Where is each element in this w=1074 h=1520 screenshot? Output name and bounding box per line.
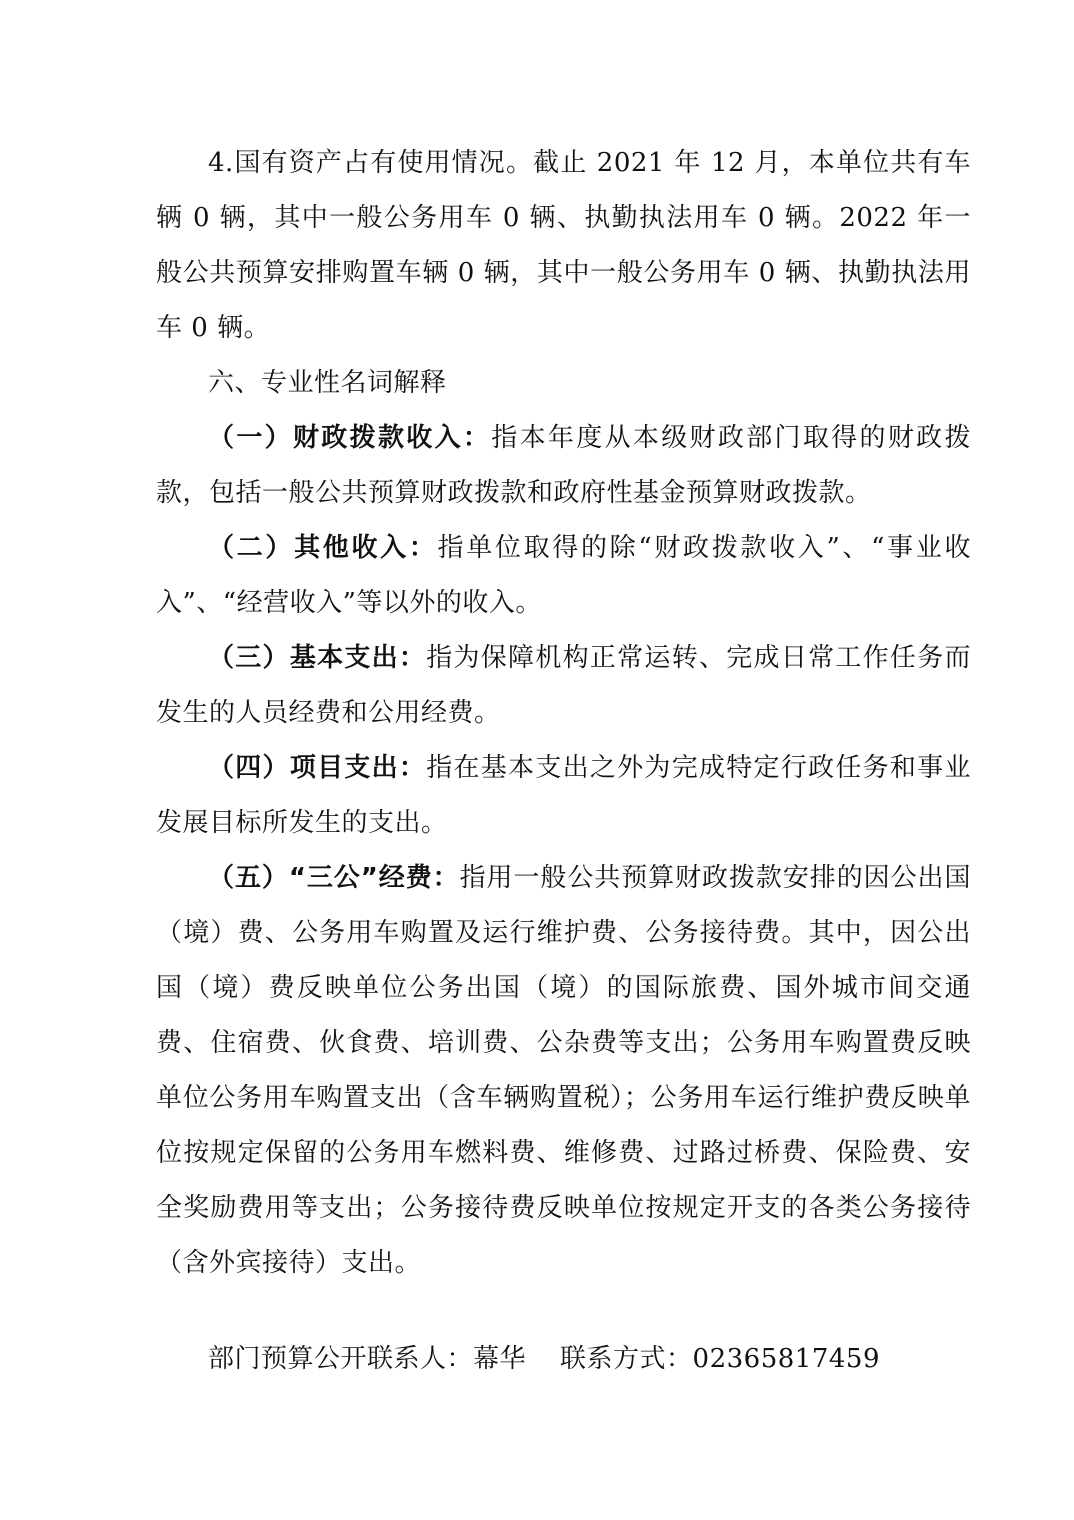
contact-person-label: 部门预算公开联系人：: [208, 1344, 474, 1374]
term-label: （四）项目支出：: [208, 753, 427, 783]
contact-phone: 02365817459: [692, 1344, 881, 1374]
term-definition: 指在基本支出之外为完成特定行政任务和事业发展目标所发生的支出。: [156, 753, 971, 838]
contact-method-label: 联系方式：: [560, 1344, 693, 1374]
term-definition: 指本年度从本级财政部门取得的财政拨款，包括一般公共预算财政拨款和政府性基金预算财政拨款。: [156, 423, 971, 508]
term-definition: 指用一般公共预算财政拨款安排的因公出国（境）费、公务用车购置及运行维护费、公务接待费。其中，因公出国（境）费反映单位公务出国（境）的国际旅费、国外城市间交通费、住宿费、伙食费、培训费、公杂费等支出；公务用车购置费反映单位公务用车购置支出（含车辆购置税）；公务用车运行维护费反映单位按规定保留的公务用车燃料费、维修费、过路过桥费、保险费、安全奖励费用等支出；公务接待费反映单位按规定开支的各类公务接待（含外宾接待）支出。: [156, 863, 971, 1278]
term-paragraph-2: [156, 521, 971, 631]
term-paragraph-3: [156, 631, 971, 741]
term-label: （二）其他收入：: [208, 533, 438, 563]
term-label: （五）“三公”经费：: [208, 863, 460, 893]
term-definition: 指单位取得的除“财政拨款收入”、“事业收入”、“经营收入”等以外的收入。: [156, 533, 971, 618]
term-paragraph-4: [156, 741, 971, 851]
term-label: （一）财政拨款收入：: [208, 423, 492, 453]
contact-line: [156, 1332, 971, 1387]
section-heading: 六、专业性名词解释: [208, 368, 447, 398]
document-body: [156, 136, 971, 1291]
term-paragraph-1: [156, 411, 971, 521]
term-paragraph-5: [156, 851, 971, 1291]
term-label: （三）基本支出：: [208, 643, 427, 673]
assets-paragraph: 4.国有资产占有使用情况。截止 2021 年 12 月，本单位共有车辆 0 辆，其中一般公务用车 0 辆、执勤执法用车 0 辆。2022 年一般公共预算安排购置车辆 0 辆，其中一般公务用车 0 辆、执勤执法用车 0 辆。: [156, 148, 971, 343]
term-definition: 指为保障机构正常运转、完成日常工作任务而发生的人员经费和公用经费。: [156, 643, 971, 728]
contact-person: 幕华: [473, 1344, 527, 1374]
